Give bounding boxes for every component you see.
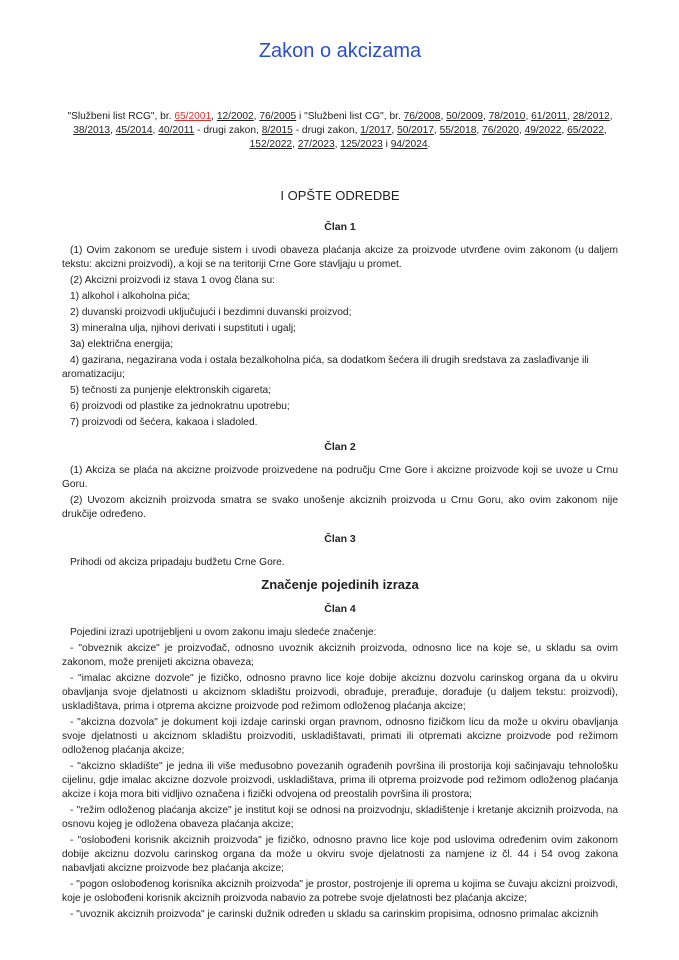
gazette-link[interactable]: 27/2023 (297, 139, 335, 150)
article-heading: Član 1 (324, 221, 356, 233)
gazette-link[interactable]: 28/2012 (572, 111, 610, 122)
gazette-link[interactable]: 50/2009 (446, 111, 483, 122)
gazette-link[interactable]: 65/2001 (174, 111, 212, 122)
citation-text: i "Službeni list CG", br. (296, 111, 404, 122)
article-paragraph: 4) gazirana, negazirana voda i ostala bezalkoholna pića, sa dodatkom šećera ili drugih sredstava za zaslađivanje ili aromatizaciju; (62, 355, 589, 380)
article-paragraph: 2) duvanski proizvodi uključujući i bezdimni duvanski proizvod; (70, 307, 352, 318)
article-paragraph: 3a) električna energija; (70, 339, 174, 350)
gazette-link[interactable]: 125/2023 (340, 139, 383, 150)
article-paragraph: - "akcizno skladište" je jedna ili više međusobno povezanih ograđenih površina ili prostorija koji sačinjavaju tehnološku cijelinu, gdje imalac akcizne dozvole proizvodi, uskladištava, prima ili otprema proizvode pod režimom odloženog plaćanja akcize i koja mora biti vidljivo označena i fizički odvojena od preostalih površina ili prostora; (62, 761, 618, 800)
article-paragraph: 3) mineralna ulja, njihovi derivati i supstituti i ugalj; (70, 323, 296, 334)
article-paragraph: Pojedini izrazi upotrijebljeni u ovom zakonu imaju sledeće značenje: (70, 627, 377, 638)
article-paragraph: 1) alkohol i alkoholna pića; (70, 291, 191, 302)
article-paragraph: - "akcizna dozvola" je dokument koji izdaje carinski organ pravnom, odnosno fizičkom licu da može u okviru obavljanja svoje djelatnosti u akciznom skladištu proizvoditi, uskladištavati, primati ili otpremati akcizne proizvode pod režimom odloženog plaćanja akcize; (62, 717, 618, 756)
gazette-link[interactable]: 76/2008 (403, 111, 441, 122)
gazette-citation: "Službeni list RCG", br. 65/2001, 12/2002, 76/2005 i "Službeni list CG", br. 76/2008, 50/2009, 78/2010, 61/2011, 28/2012, 38/2013, 45/2014, 40/2011 - drugi zakon, 8/2015 - drugi zakon, 1/2017, 50/2017, 55/2018, 76/2020, 49/2022, 65/2022, 152/2022, 27/2023, 125/2023 i 94/2024. (67, 111, 613, 150)
gazette-link[interactable]: 76/2005 (259, 111, 297, 122)
article-paragraph: - "uvoznik akciznih proizvoda" je carinski dužnik određen u skladu sa carinskim propisima, odnosno primalac akciznih (70, 909, 599, 920)
citation-text: - drugi zakon, (194, 125, 262, 136)
citation-text: "Službeni list RCG", br. (67, 111, 175, 122)
article-paragraph: 6) proizvodi od plastike za jednokratnu upotrebu; (70, 401, 290, 412)
gazette-link[interactable]: 40/2011 (158, 125, 195, 136)
section-title: I OPŠTE ODREDBE (280, 188, 400, 203)
article-paragraph: (1) Ovim zakonom se uređuje sistem i uvodi obaveza plaćanja akcize za proizvode utvrđene ovim zakonom (u daljem tekstu: akcizni proizvodi), a koji se na teritoriji Crne Gore stavljaju u promet. (62, 245, 618, 270)
gazette-link[interactable]: 152/2022 (249, 139, 293, 150)
article-paragraph: - "oslobođeni korisnik akciznih proizvoda" je fizičko, odnosno pravno lice koje pod uslovima određenim ovim zakonom dobije akciznu dozvolu carinskog organa da može u okviru svoje djelatnosti za namjene iz čl. 44 i 54 ovog zakona nabavljati akcizne proizvode bez plaćanja akcize; (62, 835, 618, 874)
gazette-link[interactable]: 1/2017 (360, 125, 392, 136)
article-paragraph: (2) Uvozom akciznih proizvoda smatra se svako unošenje akciznih proizvoda u Crnu Goru, ako ovim zakonom nije drukčije određeno. (62, 495, 618, 520)
article-paragraph: (1) Akciza se plaća na akcizne proizvode proizvedene na području Crne Gore i akcizne proizvode koji se uvoze u Crnu Goru. (62, 465, 618, 490)
gazette-link[interactable]: 45/2014 (115, 125, 153, 136)
gazette-link[interactable]: 50/2017 (397, 125, 434, 136)
document-body (62, 220, 618, 924)
citation-text: i (382, 139, 391, 150)
document-title: Zakon o akcizama (258, 40, 422, 62)
gazette-link[interactable]: 12/2002 (216, 111, 254, 122)
article-paragraph: Prihodi od akciza pripadaju budžetu Crne Gore. (70, 557, 285, 568)
gazette-link[interactable]: 55/2018 (439, 125, 477, 136)
article-group-title: Značenje pojedinih izraza (261, 577, 419, 592)
article-heading: Član 4 (324, 603, 356, 615)
article-paragraph: 5) tečnosti za punjenje elektronskih cigareta; (70, 385, 272, 396)
gazette-link[interactable]: 78/2010 (488, 111, 526, 122)
article-paragraph: (2) Akcizni proizvodi iz stava 1 ovog člana su: (70, 275, 275, 286)
article-paragraph: 7) proizvodi od šećera, kakaoa i sladoled. (70, 417, 258, 428)
article-heading: Član 2 (324, 441, 356, 453)
gazette-link[interactable]: 65/2022 (567, 125, 604, 136)
article-paragraph: - "pogon oslobođenog korisnika akciznih proizvoda" je prostor, postrojenje ili oprema u kojima se čuvaju akcizni proizvodi, koje je oslobođeni korisnik akciznih proizvoda nabavio za potrebe svoje djelatnosti bez plaćanja akcize; (62, 879, 618, 904)
article-paragraph: - "imalac akcizne dozvole" je fizičko, odnosno pravno lice koje dobije akciznu dozvolu carinskog organa da u okviru obavljanja svoje djelatnosti u akciznom skladištu proizvodi, obrađuje, prerađuje, dorađuje (u daljem tekstu: proizvodi), uskladištava, prima i otprema akcizne proizvode pod režimom odloženog plaćanja akcize; (62, 673, 618, 712)
gazette-link[interactable]: 8/2015 (261, 125, 293, 136)
article-paragraph: - "obveznik akcize" je proizvođač, odnosno uvoznik akciznih proizvoda, odnosno lice na koje se, u skladu sa ovim zakonom, može prenijeti akcizna obaveza; (62, 643, 618, 668)
gazette-link[interactable]: 94/2024 (390, 139, 428, 150)
article-paragraph: - "režim odloženog plaćanja akcize" je institut koji se odnosi na proizvodnju, skladištenje i kretanje akciznih proizvoda, na osnovu kojeg je odložena obaveza plaćanja akcize; (62, 805, 618, 830)
gazette-link[interactable]: 49/2022 (524, 125, 562, 136)
gazette-link[interactable]: 38/2013 (73, 125, 111, 136)
citation-text: - drugi zakon, (292, 125, 361, 136)
article-heading: Član 3 (324, 533, 356, 545)
gazette-link[interactable]: 76/2020 (482, 125, 519, 136)
gazette-link[interactable]: 61/2011 (531, 111, 568, 122)
